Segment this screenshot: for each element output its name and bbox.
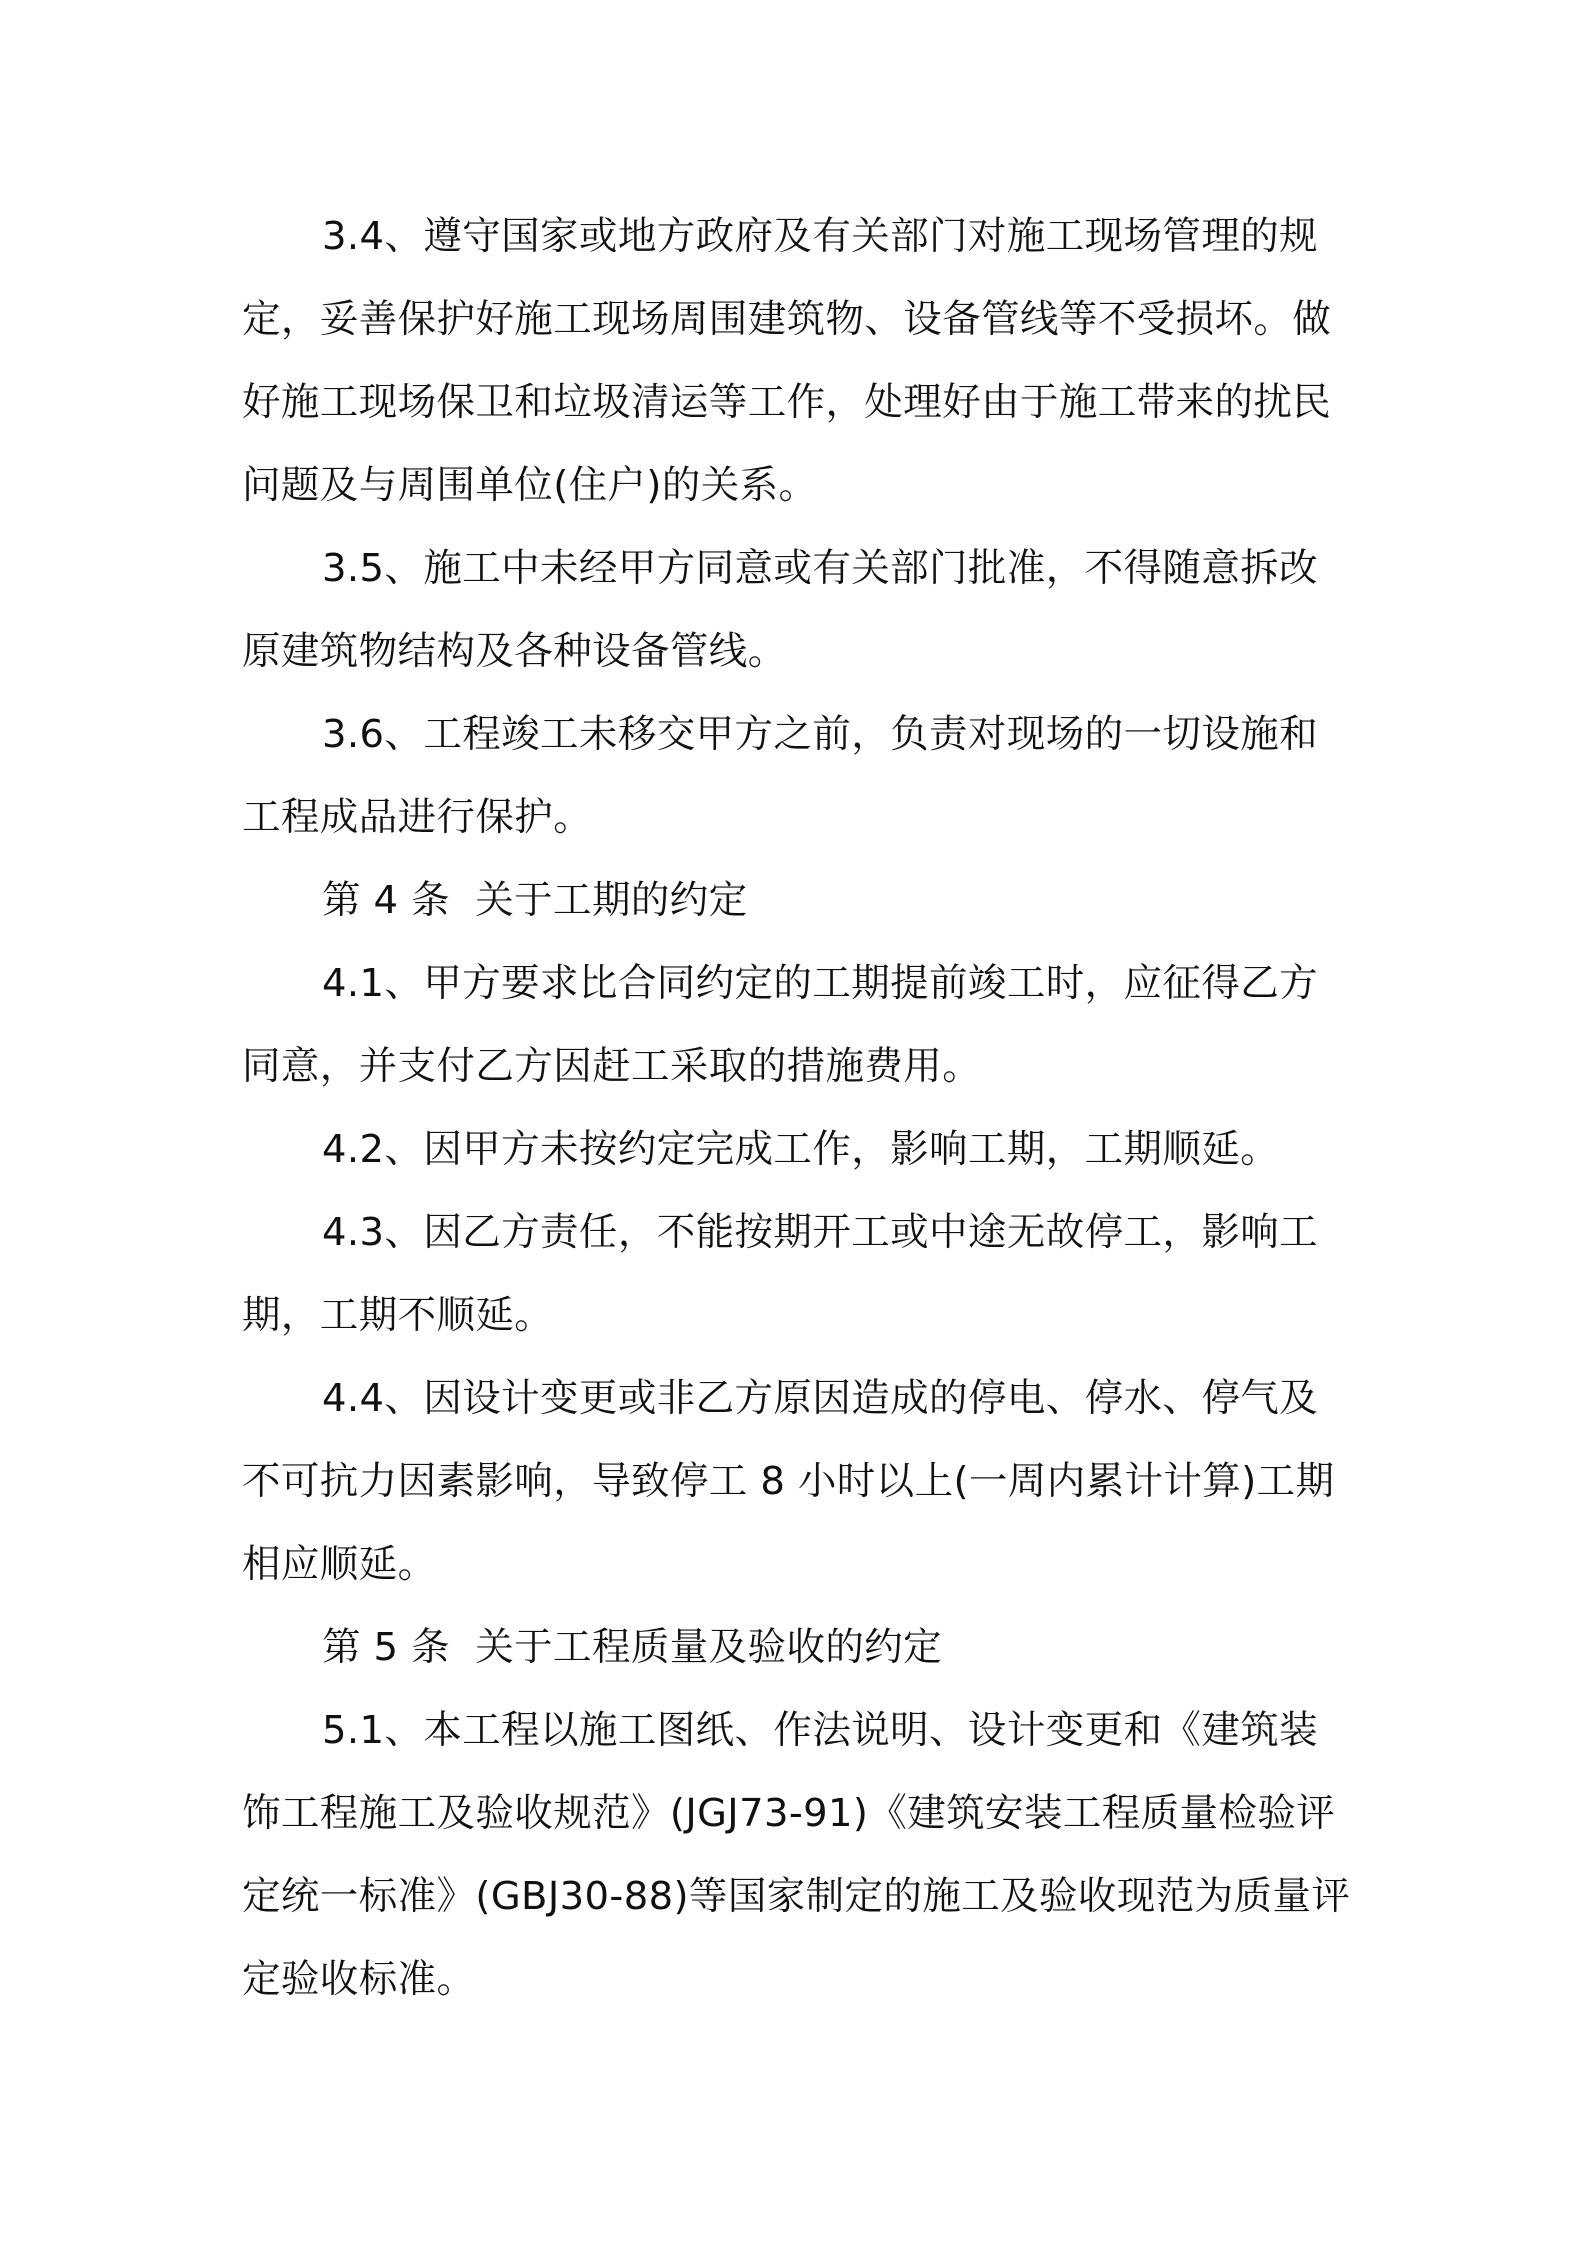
paragraph-4-4: 4.4、因设计变更或非乙方原因造成的停电、停水、停气及不可抗力因素影响，导致停工 8 小时以上(一周内累计计算)工期相应顺延。	[242, 1376, 1335, 1587]
paragraph-4-3: 4.3、因乙方责任，不能按期开工或中途无故停工，影响工期，工期不顺延。	[242, 1210, 1319, 1338]
paragraph-5-1: 5.1、本工程以施工图纸、作法说明、设计变更和《建筑装饰工程施工及验收规范》(JGJ73-91)《建筑安装工程质量检验评定统一标准》(GBJ30-88)等国家制定的施工及验收现范为质量评定验收标准。	[242, 1708, 1351, 2002]
paragraph-3-4: 3.4、遵守国家或地方政府及有关部门对施工现场管理的规定，妥善保护好施工现场周围建筑物、设备管线等不受损坏。做好施工现场保卫和垃圾清运等工作，处理好由于施工带来的扰民问题及与周围单位(住户)的关系。	[242, 214, 1332, 508]
document-body	[242, 195, 1352, 2021]
paragraph-4-1: 4.1、甲方要求比合同约定的工期提前竣工时，应征得乙方同意，并支付乙方因赶工采取的措施费用。	[242, 961, 1319, 1089]
article-4-heading: 第 4 条 关于工期的约定	[322, 878, 748, 923]
paragraph-3-5: 3.5、施工中未经甲方同意或有关部门批准，不得随意拆改原建筑物结构及各种设备管线。	[242, 546, 1319, 674]
paragraph-4-2: 4.2、因甲方未按约定完成工作，影响工期，工期顺延。	[322, 1127, 1280, 1172]
paragraph-3-6: 3.6、工程竣工未移交甲方之前，负责对现场的一切设施和工程成品进行保护。	[242, 712, 1319, 840]
article-5-heading: 第 5 条 关于工程质量及验收的约定	[322, 1625, 943, 1670]
